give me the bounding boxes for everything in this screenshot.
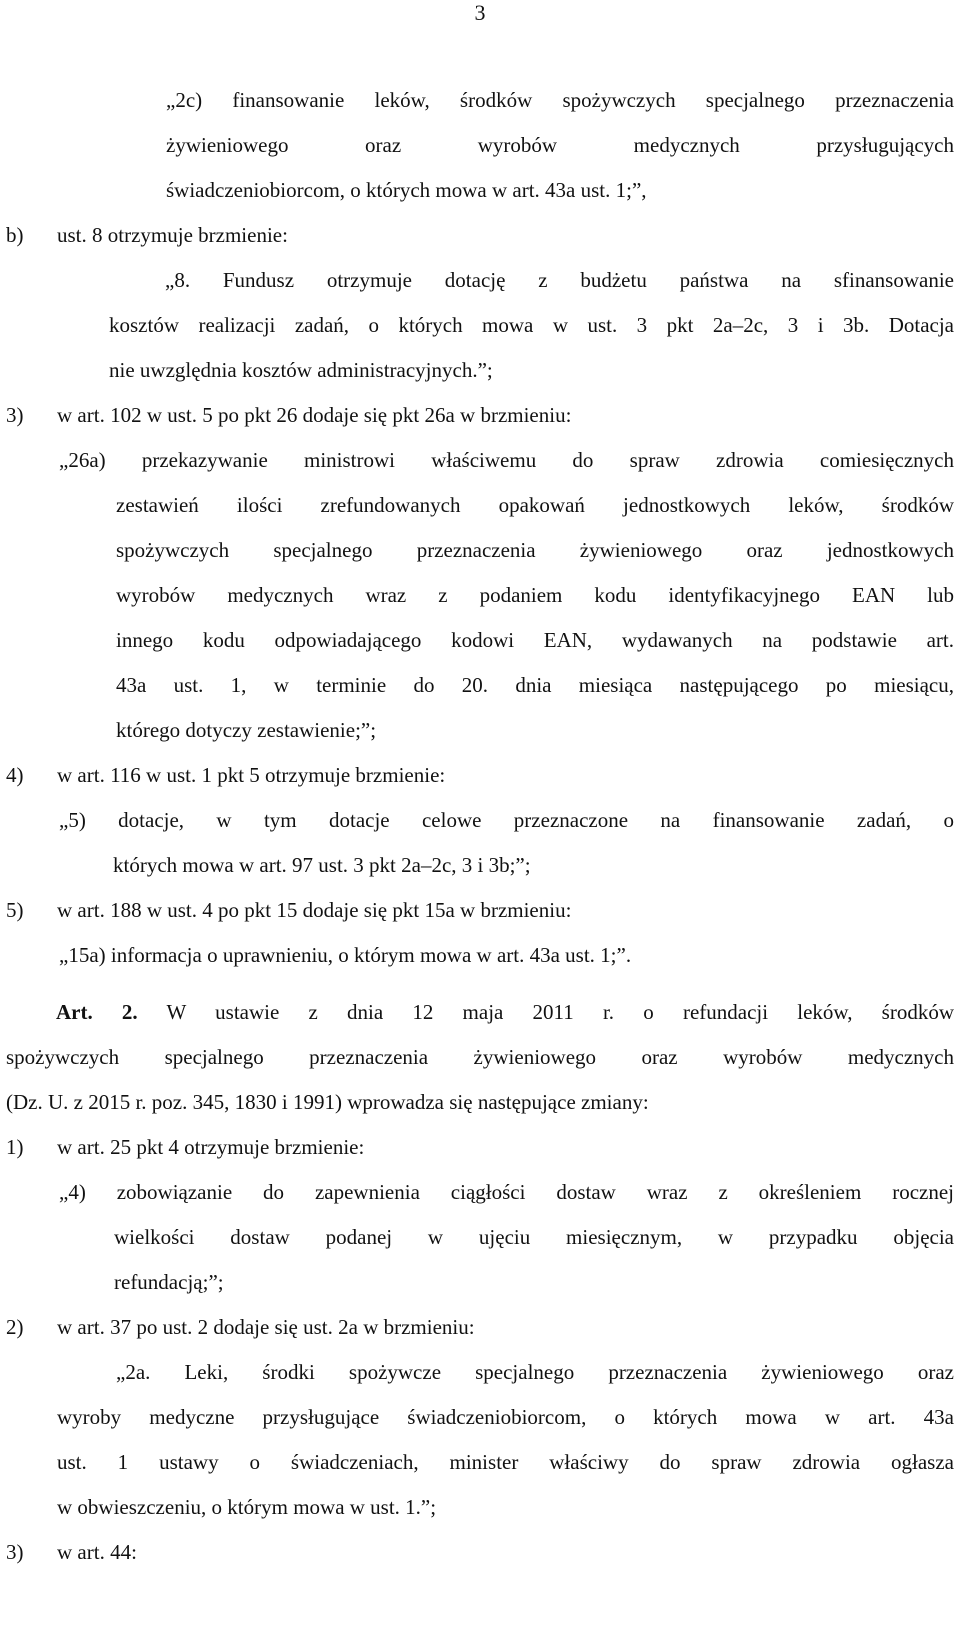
- item-text: w art. 188 w ust. 4 po pkt 15 dodaje się pkt 15a w brzmieniu:: [57, 898, 572, 922]
- text-line: którego dotyczy zestawienie;”;: [116, 718, 377, 742]
- item-number: 5): [6, 898, 24, 922]
- text-line: nie uwzględnia kosztów administracyjnych.”;: [109, 358, 493, 382]
- item-number: 1): [6, 1135, 24, 1159]
- item-number: 3): [6, 1540, 24, 1564]
- art2-item-3: [0, 1530, 960, 1575]
- text-line: „15a) informacja o uprawnieniu, o którym mowa w art. 43a ust. 1;”.: [59, 943, 632, 967]
- text-line: ust. 1 ustawy o świadczeniach, minister właściwy do spraw zdrowia ogłasza: [57, 1450, 954, 1474]
- item-3: [0, 393, 960, 438]
- page-number: 3: [474, 0, 486, 25]
- item-text: w art. 102 w ust. 5 po pkt 26 dodaje się pkt 26a w brzmieniu:: [57, 403, 572, 427]
- item-text: w art. 37 po ust. 2 dodaje się ust. 2a w brzmieniu:: [57, 1315, 475, 1339]
- article-2: [0, 990, 960, 1125]
- text-line: kosztów realizacji zadań, o których mowa w ust. 3 pkt 2a–2c, 3 i 3b. Dotacja: [109, 313, 954, 337]
- art2-item-2: [0, 1305, 960, 1350]
- item-number: 2): [6, 1315, 24, 1339]
- text-line: „4) zobowiązanie do zapewnienia ciągłości dostaw wraz z określeniem rocznej: [59, 1180, 954, 1204]
- text-line: wyroby medyczne przysługujące świadczeniobiorcom, o których mowa w art. 43a: [57, 1405, 954, 1429]
- text-line: w obwieszczeniu, o którym mowa w ust. 1.”;: [57, 1495, 437, 1519]
- text-line: których mowa w art. 97 ust. 3 pkt 2a–2c, 3 i 3b;”;: [113, 853, 531, 877]
- item-text: w art. 25 pkt 4 otrzymuje brzmienie:: [57, 1135, 365, 1159]
- article-label: Art. 2.: [56, 1000, 138, 1024]
- quote-4: [0, 1170, 960, 1305]
- text-line: wyrobów medycznych wraz z podaniem kodu identyfikacyjnego EAN lub: [116, 583, 954, 607]
- text-line: „2a. Leki, środki spożywcze specjalnego przeznaczenia żywieniowego oraz: [116, 1360, 954, 1384]
- item-4: [0, 753, 960, 798]
- quote-5: [0, 798, 960, 888]
- article-text: W ustawie z dnia 12 maja 2011 r. o refundacji leków, środków: [137, 1000, 954, 1024]
- text-line: świadczeniobiorcom, o których mowa w art. 43a ust. 1;”,: [166, 178, 647, 202]
- quote-2a: [0, 1350, 960, 1530]
- item-text: w art. 116 w ust. 1 pkt 5 otrzymuje brzmienie:: [57, 763, 446, 787]
- item-5: [0, 888, 960, 933]
- text-line: 43a ust. 1, w terminie do 20. dnia miesiąca następującego po miesiącu,: [116, 673, 954, 697]
- item-b: [0, 213, 960, 258]
- item-text: ust. 8 otrzymuje brzmienie:: [57, 223, 288, 247]
- item-text: w art. 44:: [57, 1540, 137, 1564]
- quote-15a: [0, 933, 960, 978]
- item-number: 3): [6, 403, 24, 427]
- text-line: spożywczych specjalnego przeznaczenia żywieniowego oraz wyrobów medycznych: [6, 1045, 954, 1069]
- item-number: 4): [6, 763, 24, 787]
- text-line: wielkości dostaw podanej w ujęciu miesięcznym, w przypadku objęcia: [114, 1225, 954, 1249]
- text-line: „26a) przekazywanie ministrowi właściwemu do spraw zdrowia comiesięcznych: [59, 448, 954, 472]
- text-line: innego kodu odpowiadającego kodowi EAN, wydawanych na podstawie art.: [116, 628, 954, 652]
- text-line: spożywczych specjalnego przeznaczenia żywieniowego oraz jednostkowych: [116, 538, 954, 562]
- text-line: refundacją;”;: [114, 1270, 224, 1294]
- article-first-line: [6, 990, 954, 1035]
- document-body: [0, 78, 960, 1575]
- quote-26a: [0, 438, 960, 753]
- item-number: b): [6, 223, 24, 247]
- text-line: „8. Fundusz otrzymuje dotację z budżetu państwa na sfinansowanie: [165, 268, 954, 292]
- text-line: „2c) finansowanie leków, środków spożywczych specjalnego przeznaczenia: [166, 88, 954, 112]
- quote-8: [0, 258, 960, 393]
- text-line: (Dz. U. z 2015 r. poz. 345, 1830 i 1991) wprowadza się następujące zmiany:: [6, 1090, 649, 1114]
- item-2c: [0, 78, 960, 213]
- text-line: zestawień ilości zrefundowanych opakowań jednostkowych leków, środków: [116, 493, 954, 517]
- art2-item-1: [0, 1125, 960, 1170]
- text-line: „5) dotacje, w tym dotacje celowe przeznaczone na finansowanie zadań, o: [59, 808, 954, 832]
- text-line: żywieniowego oraz wyrobów medycznych przysługujących: [166, 133, 954, 157]
